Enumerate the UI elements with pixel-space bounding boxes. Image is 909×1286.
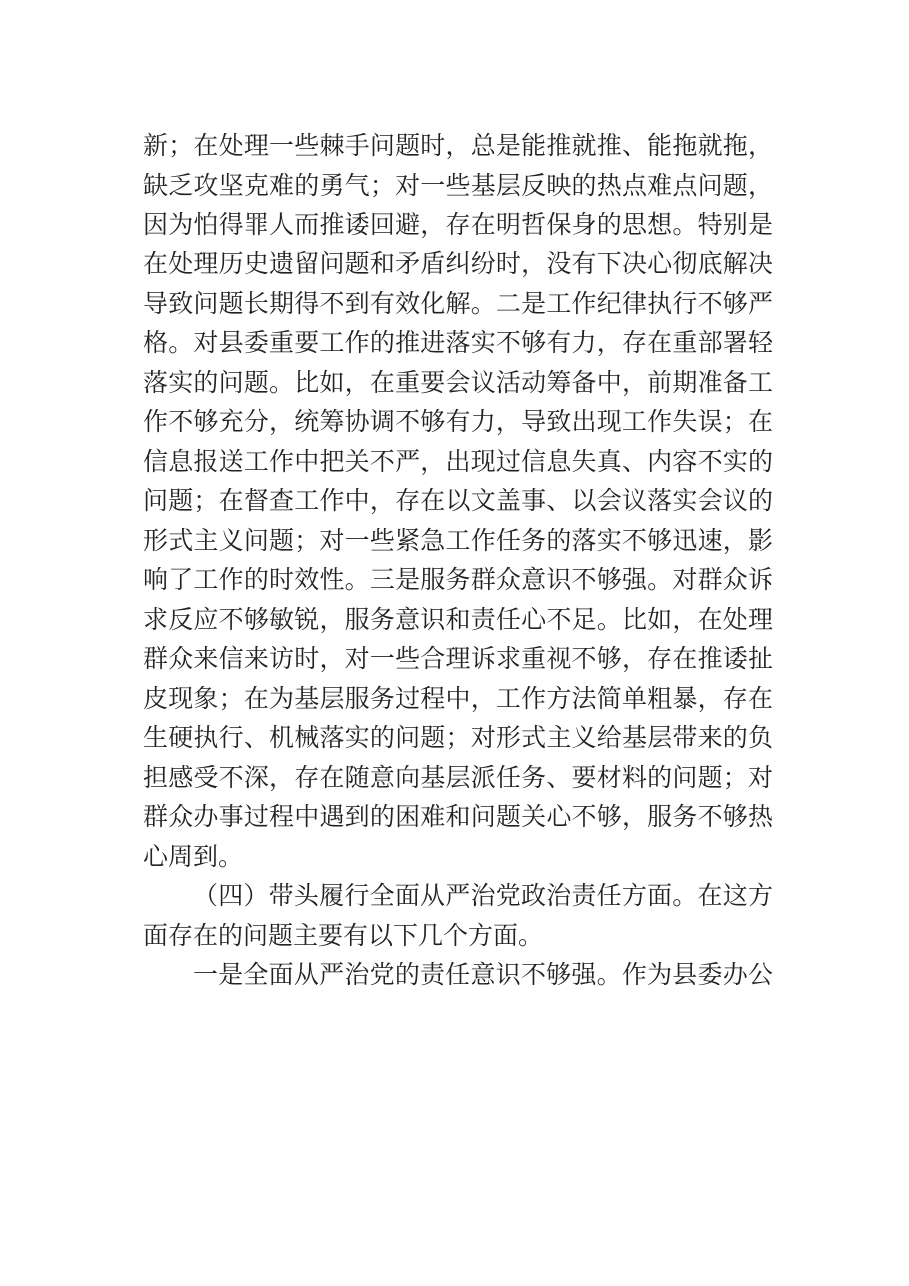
- paragraph-start-line: 一是全面从严治党的责任意识不够强。作为县委办公: [193, 960, 773, 989]
- text-line: 在处理历史遗留问题和矛盾纠纷时，没有下决心彻底解决: [143, 249, 773, 278]
- text-line: 落实的问题。比如，在重要会议活动筹备中，前期准备工: [143, 368, 773, 397]
- text-line: 面存在的问题主要有以下几个方面。: [143, 921, 544, 950]
- text-line: 求反应不够敏锐，服务意识和责任心不足。比如，在处理: [143, 605, 773, 634]
- text-line: 缺乏攻坚克难的勇气；对一些基层反映的热点难点问题，: [143, 171, 773, 200]
- text-line: 心周到。: [143, 842, 244, 871]
- text-line: 担感受不深，存在随意向基层派任务、要材料的问题；对: [143, 763, 773, 792]
- text-line: 皮现象；在为基层服务过程中，工作方法简单粗暴，存在: [143, 684, 773, 713]
- text-line: 问题；在督查工作中，存在以文盖事、以会议落实会议的: [143, 486, 773, 515]
- text-line: 导致问题长期得不到有效化解。二是工作纪律执行不够严: [143, 289, 773, 318]
- text-line: 格。对县委重要工作的推进落实不够有力，存在重部署轻: [143, 328, 773, 357]
- text-line: 生硬执行、机械落实的问题；对形式主义给基层带来的负: [143, 723, 773, 752]
- text-line: 作不够充分，统筹协调不够有力，导致出现工作失误；在: [143, 407, 773, 436]
- text-line: 因为怕得罪人而推诿回避，存在明哲保身的思想。特别是: [143, 210, 773, 239]
- text-line: 信息报送工作中把关不严，出现过信息失真、内容不实的: [143, 447, 773, 476]
- text-line: 响了工作的时效性。三是服务群众意识不够强。对群众诉: [143, 565, 773, 594]
- text-line: 群众来信来访时，对一些合理诉求重视不够，存在推诿扯: [143, 644, 773, 673]
- section-heading-line: （四）带头履行全面从严治党政治责任方面。在这方: [193, 881, 773, 910]
- text-line: 新；在处理一些棘手问题时，总是能推就推、能拖就拖，: [143, 131, 773, 160]
- text-line: 形式主义问题；对一些紧急工作任务的落实不够迅速，影: [143, 526, 773, 555]
- text-line: 群众办事过程中遇到的困难和问题关心不够，服务不够热: [143, 802, 773, 831]
